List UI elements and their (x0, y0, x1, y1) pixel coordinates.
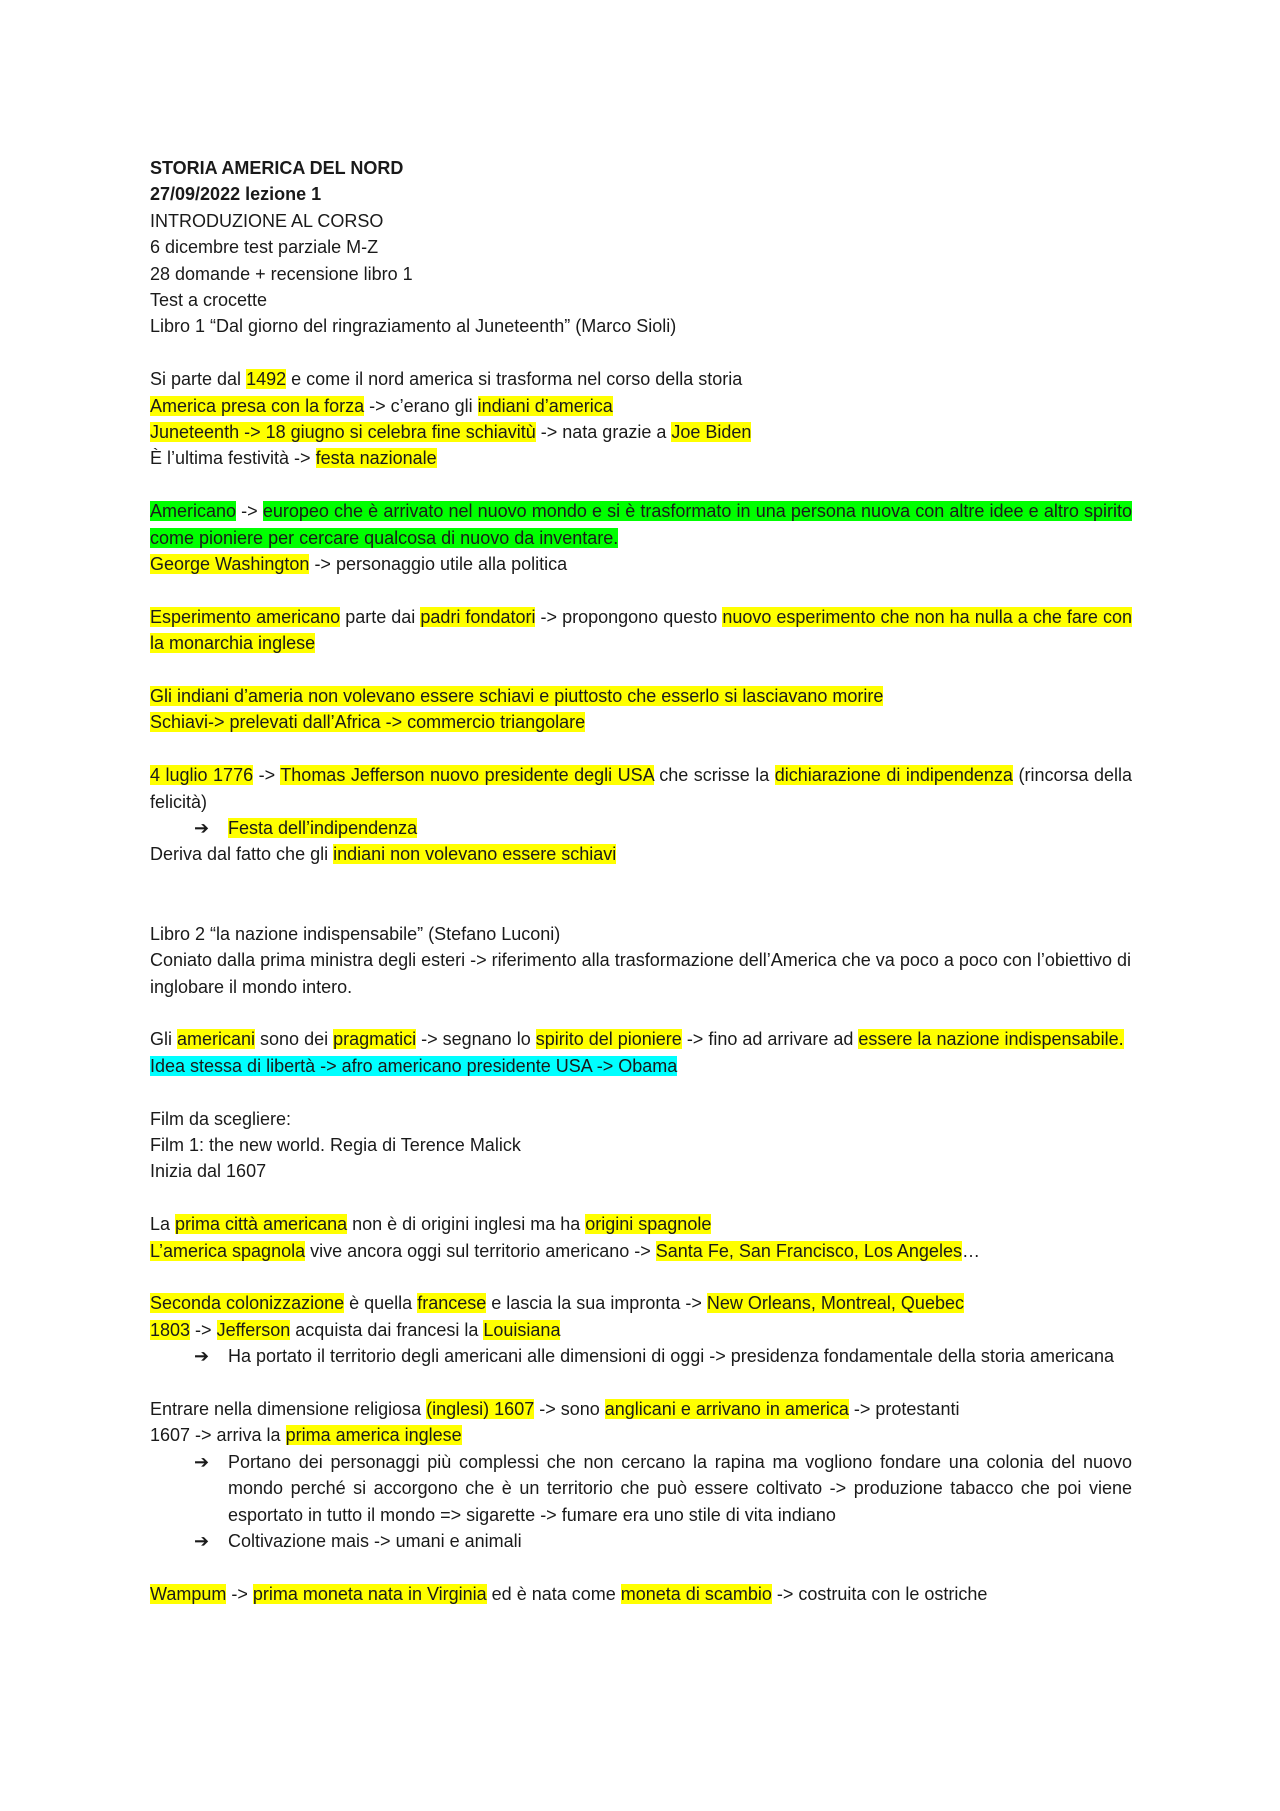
doc-title: STORIA AMERICA DEL NORD (150, 158, 404, 178)
intro-line: 6 dicembre test parziale M-Z (150, 237, 379, 258)
intro-line: INTRODUZIONE AL CORSO (150, 210, 384, 231)
paragraph: Americano -> europeo che è arrivato nel nuovo mondo e si è trasformato in una persona nuova con altre idee e altro spirito come pioniere per cercare qualcosa di nuovo da inventare. (150, 501, 1132, 548)
highlight: nuovo esperimento che non ha nulla a che fare con la monarchia inglese (150, 606, 1133, 654)
paragraph-line: America presa con la forza -> c’erano gli indiani d’america (150, 395, 613, 416)
bullet-item: ➔ Portano dei personaggi più complessi che non cercano la rapina ma vogliono fondare una colonia del nuovo mondo perché si accorgono che è un territorio che può essere coltivato -> produzione tabacco che poi viene esportato in tutto il mondo => sigarette -> fumare era uno stile di vita indiano (150, 1449, 1132, 1528)
paragraph-line (150, 1053, 1132, 1079)
highlight: prima moneta nata in Virginia (252, 1583, 487, 1604)
paragraph: 4 luglio 1776 -> Thomas Jefferson nuovo presidente degli USA che scrisse la dichiarazione di indipendenza (rincorsa della felicità) (150, 765, 1133, 812)
highlight: L’america spagnola (150, 1240, 306, 1261)
spacer (150, 1370, 1132, 1396)
paragraph-line: È l’ultima festività -> festa nazionale (150, 448, 437, 469)
highlight-green: europeo che è arrivato nel nuovo mondo e si è trasformato in una persona nuova con altre idee e altro spirito come pioniere per cercare qualcosa di nuovo da inventare. (150, 501, 1132, 548)
lesson-date: 27/09/2022 lezione 1 (150, 184, 322, 205)
highlight: Esperimento americano (150, 606, 341, 627)
highlight-green: Americano (150, 501, 237, 522)
arrow-bullet-icon: ➔ (194, 818, 210, 839)
spacer (150, 340, 1132, 366)
highlight: spirito del pioniere (535, 1029, 682, 1050)
highlight: New Orleans, Montreal, Quebec (706, 1293, 964, 1314)
highlight: anglicani e arrivano in america (604, 1398, 849, 1419)
highlight: festa nazionale (315, 448, 437, 469)
highlight: moneta di scambio (620, 1583, 772, 1604)
arrow-bullet-icon: ➔ (194, 1451, 210, 1472)
spacer (150, 868, 1132, 921)
paragraph-line (150, 683, 1132, 709)
highlight: origini spagnole (585, 1214, 712, 1235)
arrow-bullet-icon: ➔ (194, 1530, 210, 1551)
highlight: Festa dell’indipendenza (228, 818, 418, 839)
paragraph: Esperimento americano parte dai padri fondatori -> propongono questo nuovo esperimento che non ha nulla a che fare con la monarchia inglese (150, 606, 1133, 654)
highlight: Louisiana (483, 1319, 561, 1340)
arrow-bullet-icon: ➔ (194, 1346, 210, 1367)
highlight: indiani non volevano essere schiavi (333, 844, 617, 865)
bullet-item: ➔ Coltivazione mais -> umani e animali (150, 1528, 1132, 1554)
spacer (150, 1079, 1132, 1105)
highlight: Seconda colonizzazione (150, 1293, 345, 1314)
bullet-item (150, 815, 1132, 841)
paragraph-line: Seconda colonizzazione è quella francese e lascia la sua impronta -> New Orleans, Montreal, Quebec (150, 1293, 964, 1314)
paragraph-line: 1607 -> arriva la prima america inglese (150, 1425, 462, 1446)
intro-line: 28 domande + recensione libro 1 (150, 263, 413, 284)
highlight: 1492 (246, 369, 287, 390)
highlight: Wampum (150, 1583, 227, 1604)
highlight: Schiavi-> prelevati dall’Africa -> commercio triangolare (150, 712, 586, 733)
highlight: 1803 (150, 1319, 191, 1340)
spacer (150, 736, 1132, 762)
paragraph-line: 1803 -> Jefferson acquista dai francesi la Louisiana (150, 1319, 561, 1340)
spacer (150, 1554, 1132, 1580)
highlight: francese (417, 1293, 487, 1314)
paragraph-line: George Washington -> personaggio utile alla politica (150, 554, 568, 575)
spacer (150, 1000, 1132, 1026)
highlight: Thomas Jefferson nuovo presidente degli USA (280, 765, 654, 786)
highlight: prima città americana (175, 1214, 348, 1235)
paragraph-line: Film 1: the new world. Regia di Terence Malick (150, 1134, 521, 1155)
paragraph-line: Film da scegliere: (150, 1108, 292, 1129)
highlight: Gli indiani d’ameria non volevano essere schiavi e piuttosto che esserlo si lasciavano morire (150, 686, 884, 707)
paragraph-line: Libro 2 “la nazione indispensabile” (Stefano Luconi) (150, 923, 561, 944)
paragraph-line: Si parte dal 1492 e come il nord america si trasforma nel corso della storia (150, 369, 743, 390)
highlight: indiani d’america (477, 395, 613, 416)
highlight: pragmatici (333, 1029, 417, 1050)
spacer (150, 1264, 1132, 1290)
paragraph-line: Juneteenth -> 18 giugno si celebra fine schiavitù -> nata grazie a Joe Biden (150, 422, 752, 443)
paragraph-line: Wampum -> prima moneta nata in Virginia ed è nata come moneta di scambio -> costruita con le ostriche (150, 1583, 988, 1604)
highlight-cyan: Idea stessa di libertà -> afro americano presidente USA -> Obama (150, 1055, 678, 1076)
highlight: America presa con la forza (150, 395, 365, 416)
highlight: dichiarazione di indipendenza (774, 765, 1013, 786)
highlight: americani (177, 1029, 256, 1050)
spacer (150, 472, 1132, 498)
highlight: Jefferson (216, 1319, 291, 1340)
highlight: Santa Fe, San Francisco, Los Angeles (655, 1240, 962, 1261)
highlight: Juneteenth -> 18 giugno si celebra fine schiavitù (150, 422, 536, 443)
document-page (150, 155, 1132, 1607)
bullet-item: ➔ Ha portato il territorio degli americani alle dimensioni di oggi -> presidenza fondamentale della storia americana (150, 1343, 1132, 1369)
paragraph-line: La prima città americana non è di origini inglesi ma ha origini spagnole (150, 1214, 712, 1235)
spacer (150, 577, 1132, 603)
highlight: padri fondatori (420, 606, 536, 627)
paragraph-line: Deriva dal fatto che gli indiani non volevano essere schiavi (150, 844, 617, 865)
paragraph: Gli americani sono dei pragmatici -> segnano lo spirito del pioniere -> fino ad arrivare ad essere la nazione indispensabile. (150, 1029, 1124, 1050)
highlight: prima america inglese (285, 1425, 462, 1446)
paragraph-line: Entrare nella dimensione religiosa (inglesi) 1607 -> sono anglicani e arrivano in america -> protestanti (150, 1398, 960, 1419)
highlight: Joe Biden (671, 422, 752, 443)
highlight: George Washington (150, 554, 310, 575)
paragraph-line: Inizia dal 1607 (150, 1161, 267, 1182)
spacer (150, 1185, 1132, 1211)
highlight: essere la nazione indispensabile. (858, 1029, 1124, 1050)
highlight: 4 luglio 1776 (150, 765, 254, 786)
highlight: (inglesi) 1607 (426, 1398, 535, 1419)
intro-line: Libro 1 “Dal giorno del ringraziamento al Juneteenth” (Marco Sioli) (150, 316, 677, 337)
paragraph-line: L’america spagnola vive ancora oggi sul territorio americano -> Santa Fe, San Francisco, Los Angeles… (150, 1240, 980, 1261)
spacer (150, 657, 1132, 683)
paragraph-line (150, 709, 1132, 735)
paragraph: Coniato dalla prima ministra degli esteri -> riferimento alla trasformazione dell’America che va poco a poco con l’obiettivo di inglobare il mondo intero. (150, 950, 1131, 997)
intro-line: Test a crocette (150, 290, 268, 311)
